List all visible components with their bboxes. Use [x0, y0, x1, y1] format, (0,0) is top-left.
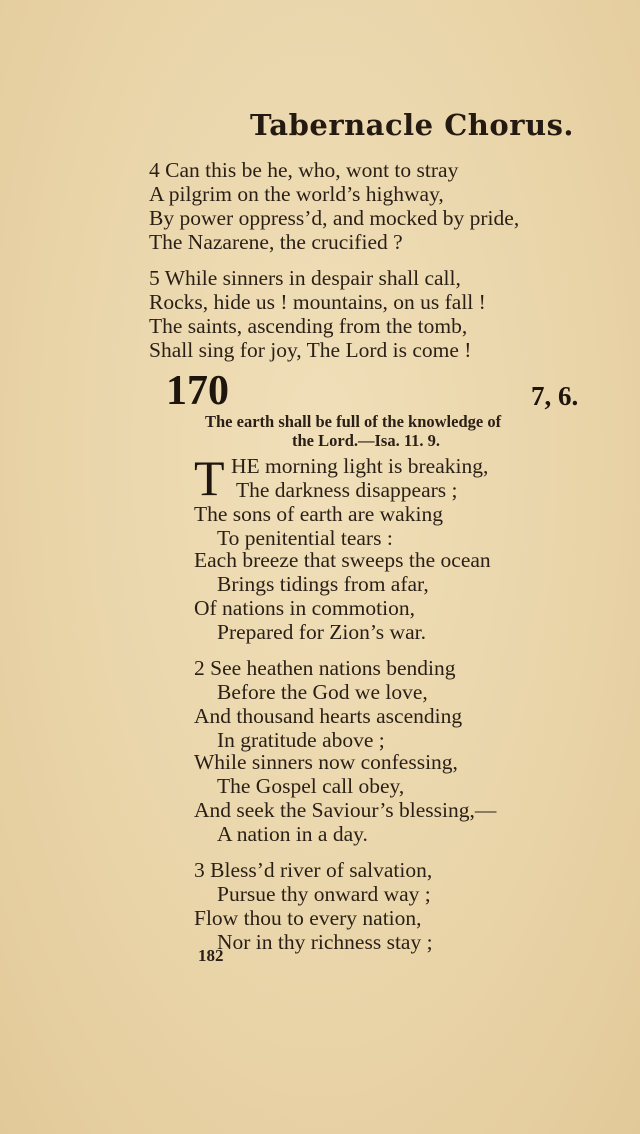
verse-line: 5 While sinners in despair shall call, — [149, 266, 461, 290]
epigraph-line: the Lord.—Isa. 11. 9. — [292, 431, 441, 450]
verse-line: By power oppress’d, and mocked by pride, — [149, 206, 520, 230]
verse-line: 2 See heathen nations bending — [194, 656, 456, 680]
hymn-number: 170 — [166, 368, 229, 414]
verse-line: In gratitude above ; — [217, 728, 385, 752]
verse-line: Prepared for Zion’s war. — [217, 620, 426, 644]
verse-line: The Nazarene, the crucified ? — [149, 230, 403, 254]
verse-line: Brings tidings from afar, — [217, 572, 429, 596]
verse-line: And thousand hearts ascending — [194, 704, 463, 728]
hymn-meter: 7, 6. — [531, 381, 579, 411]
verse-line: The sons of earth are waking — [194, 502, 443, 526]
verse-line: While sinners now confessing, — [194, 750, 458, 774]
verse-line: Shall sing for joy, The Lord is come ! — [149, 338, 472, 362]
verse-line: And seek the Saviour’s blessing,— — [194, 798, 497, 822]
verse-line: A pilgrim on the world’s highway, — [149, 182, 444, 206]
drop-cap: T — [194, 450, 225, 506]
verse-line: The saints, ascending from the tomb, — [149, 314, 468, 338]
verse-line: Pursue thy onward way ; — [217, 882, 431, 906]
verse-line: A nation in a day. — [217, 822, 368, 846]
verse-line: 3 Bless’d river of salvation, — [194, 858, 433, 882]
epigraph-line: The earth shall be full of the knowledge of — [205, 412, 502, 431]
page-number: 182 — [198, 946, 224, 965]
verse-line: To penitential tears : — [217, 526, 393, 550]
verse-line: The darkness disappears ; — [236, 478, 458, 502]
verse-line: Each breeze that sweeps the ocean — [194, 548, 491, 572]
verse-line: Flow thou to every nation, — [194, 906, 422, 930]
verse-line: The Gospel call obey, — [217, 774, 405, 798]
verse-line: 4 Can this be he, who, wont to stray — [149, 158, 459, 182]
running-head: Tabernacle Chorus. — [250, 108, 574, 142]
verse-line: Rocks, hide us ! mountains, on us fall ! — [149, 290, 486, 314]
verse-line: HE morning light is breaking, — [231, 454, 489, 478]
verse-line: Before the God we love, — [217, 680, 428, 704]
verse-line: Nor in thy richness stay ; — [217, 930, 433, 954]
verse-line: Of nations in commotion, — [194, 596, 415, 620]
